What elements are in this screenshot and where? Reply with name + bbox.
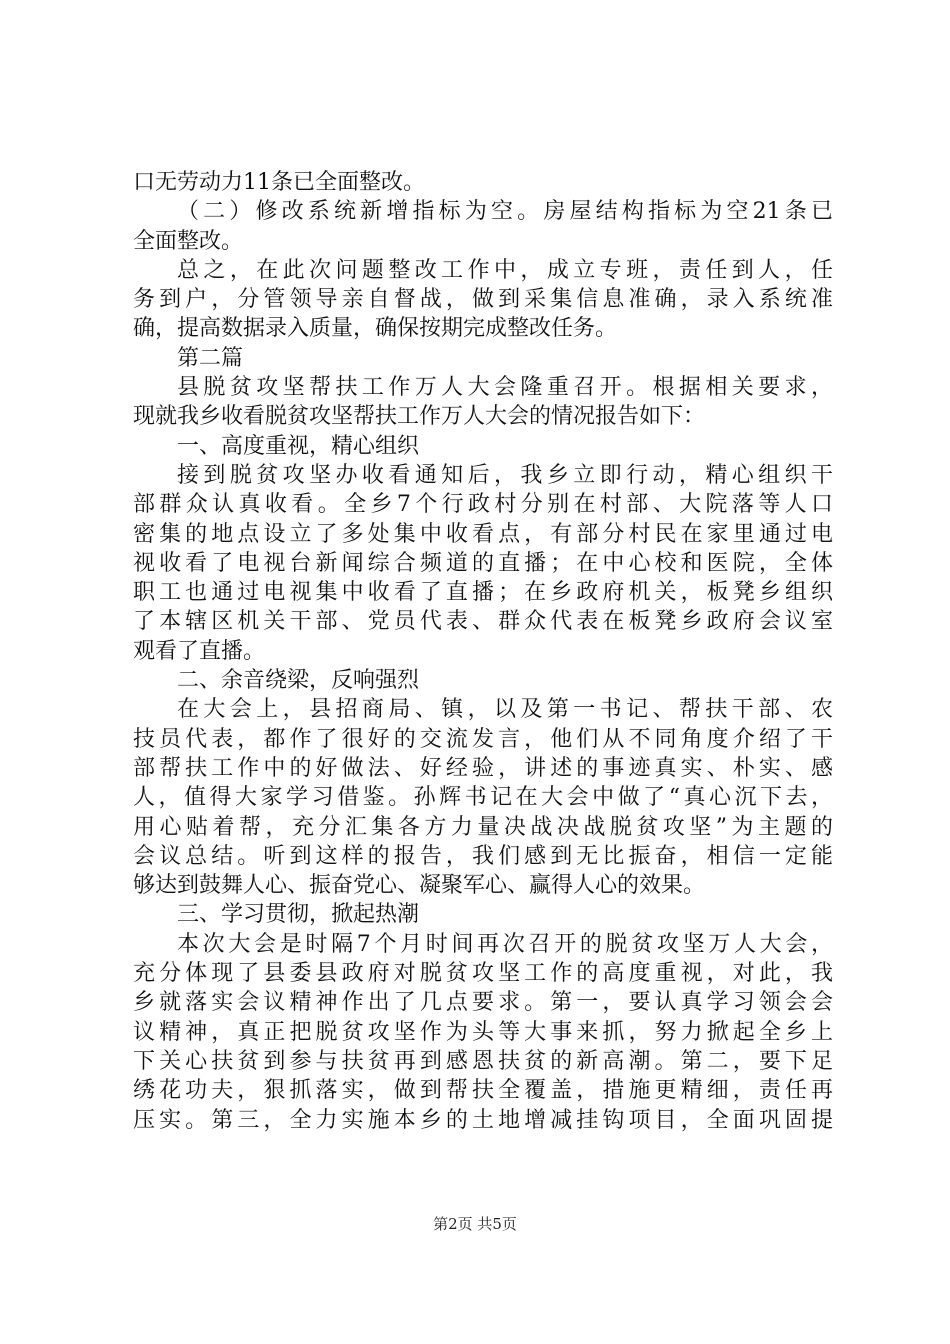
text-line: 绣花功夫，狠抓落实，做到帮扶全覆盖，措施更精细，责任再 xyxy=(133,1078,833,1104)
text-line: 用心贴着帮，充分汇集各方力量决战决战脱贫攻坚”为主题的 xyxy=(133,814,833,840)
text-line: 三、学习贯彻，掀起热潮 xyxy=(177,902,420,928)
text-line: 接到脱贫攻坚办收看通知后，我乡立即行动，精心组织干 xyxy=(177,462,833,488)
text-line: 部帮扶工作中的好做法、好经验，讲述的事迹真实、朴实、感 xyxy=(133,755,833,781)
text-line: 密集的地点设立了多处集中收看点，有部分村民在家里通过电 xyxy=(133,521,833,547)
text-line: 人，值得大家学习借鉴。孙辉书记在大会中做了“真心沉下去， xyxy=(133,785,833,811)
text-line: 第二篇 xyxy=(177,345,244,371)
text-line: 确，提高数据录入质量，确保按期完成整改任务。 xyxy=(133,316,618,342)
text-line: 够达到鼓舞人心、振奋党心、凝聚军心、赢得人心的效果。 xyxy=(133,873,706,899)
text-line: 视收看了电视台新闻综合频道的直播；在中心校和医院，全体 xyxy=(133,550,833,576)
text-line: 务到户，分管领导亲自督战，做到采集信息准确，录入系统准 xyxy=(133,287,833,313)
text-line: 在大会上，县招商局、镇，以及第一书记、帮扶干部、农 xyxy=(177,697,833,723)
text-line: 本次大会是时隔7个月时间再次召开的脱贫攻坚万人大会， xyxy=(177,931,833,957)
text-line: 充分体现了县委县政府对脱贫攻坚工作的高度重视，对此，我 xyxy=(133,961,833,987)
text-line: 下关心扶贫到参与扶贫再到感恩扶贫的新高潮。第二，要下足 xyxy=(133,1048,833,1074)
text-line: 部群众认真收看。全乡7个行政村分别在村部、大院落等人口 xyxy=(133,492,833,518)
text-line: 一、高度重视，精心组织 xyxy=(177,433,420,459)
text-line: 技员代表，都作了很好的交流发言，他们从不同角度介绍了干 xyxy=(133,726,833,752)
text-line: 了本辖区机关干部、党员代表、群众代表在板凳乡政府会议室 xyxy=(133,609,833,635)
page-footer: 第2页 共5页 xyxy=(433,1215,517,1233)
text-line: 乡就落实会议精神作出了几点要求。第一，要认真学习领会会 xyxy=(133,990,833,1016)
text-line: 二、余音绕梁，反响强烈 xyxy=(177,668,420,694)
text-line: 口无劳动力11条已全面整改。 xyxy=(133,170,425,195)
text-line: 观看了直播。 xyxy=(133,638,266,664)
text-line: 会议总结。听到这样的报告，我们感到无比振奋，相信一定能 xyxy=(133,843,833,869)
text-line: 总之，在此次问题整改工作中，成立专班，责任到人，任 xyxy=(177,257,833,283)
text-line: 议精神，真正把脱贫攻坚作为头等大事来抓，努力掀起全乡上 xyxy=(133,1019,833,1045)
text-line: 现就我乡收看脱贫攻坚帮扶工作万人大会的情况报告如下： xyxy=(133,404,706,430)
text-line: （二）修改系统新增指标为空。房屋结构指标为空21条已 xyxy=(177,199,833,225)
text-line: 全面整改。 xyxy=(133,228,244,254)
text-line: 县脱贫攻坚帮扶工作万人大会隆重召开。根据相关要求， xyxy=(177,375,833,401)
text-line: 职工也通过电视集中收看了直播；在乡政府机关，板凳乡组织 xyxy=(133,580,833,606)
document-body xyxy=(133,168,833,1135)
text-line: 压实。第三，全力实施本乡的土地增减挂钩项目，全面巩固提 xyxy=(133,1107,833,1133)
